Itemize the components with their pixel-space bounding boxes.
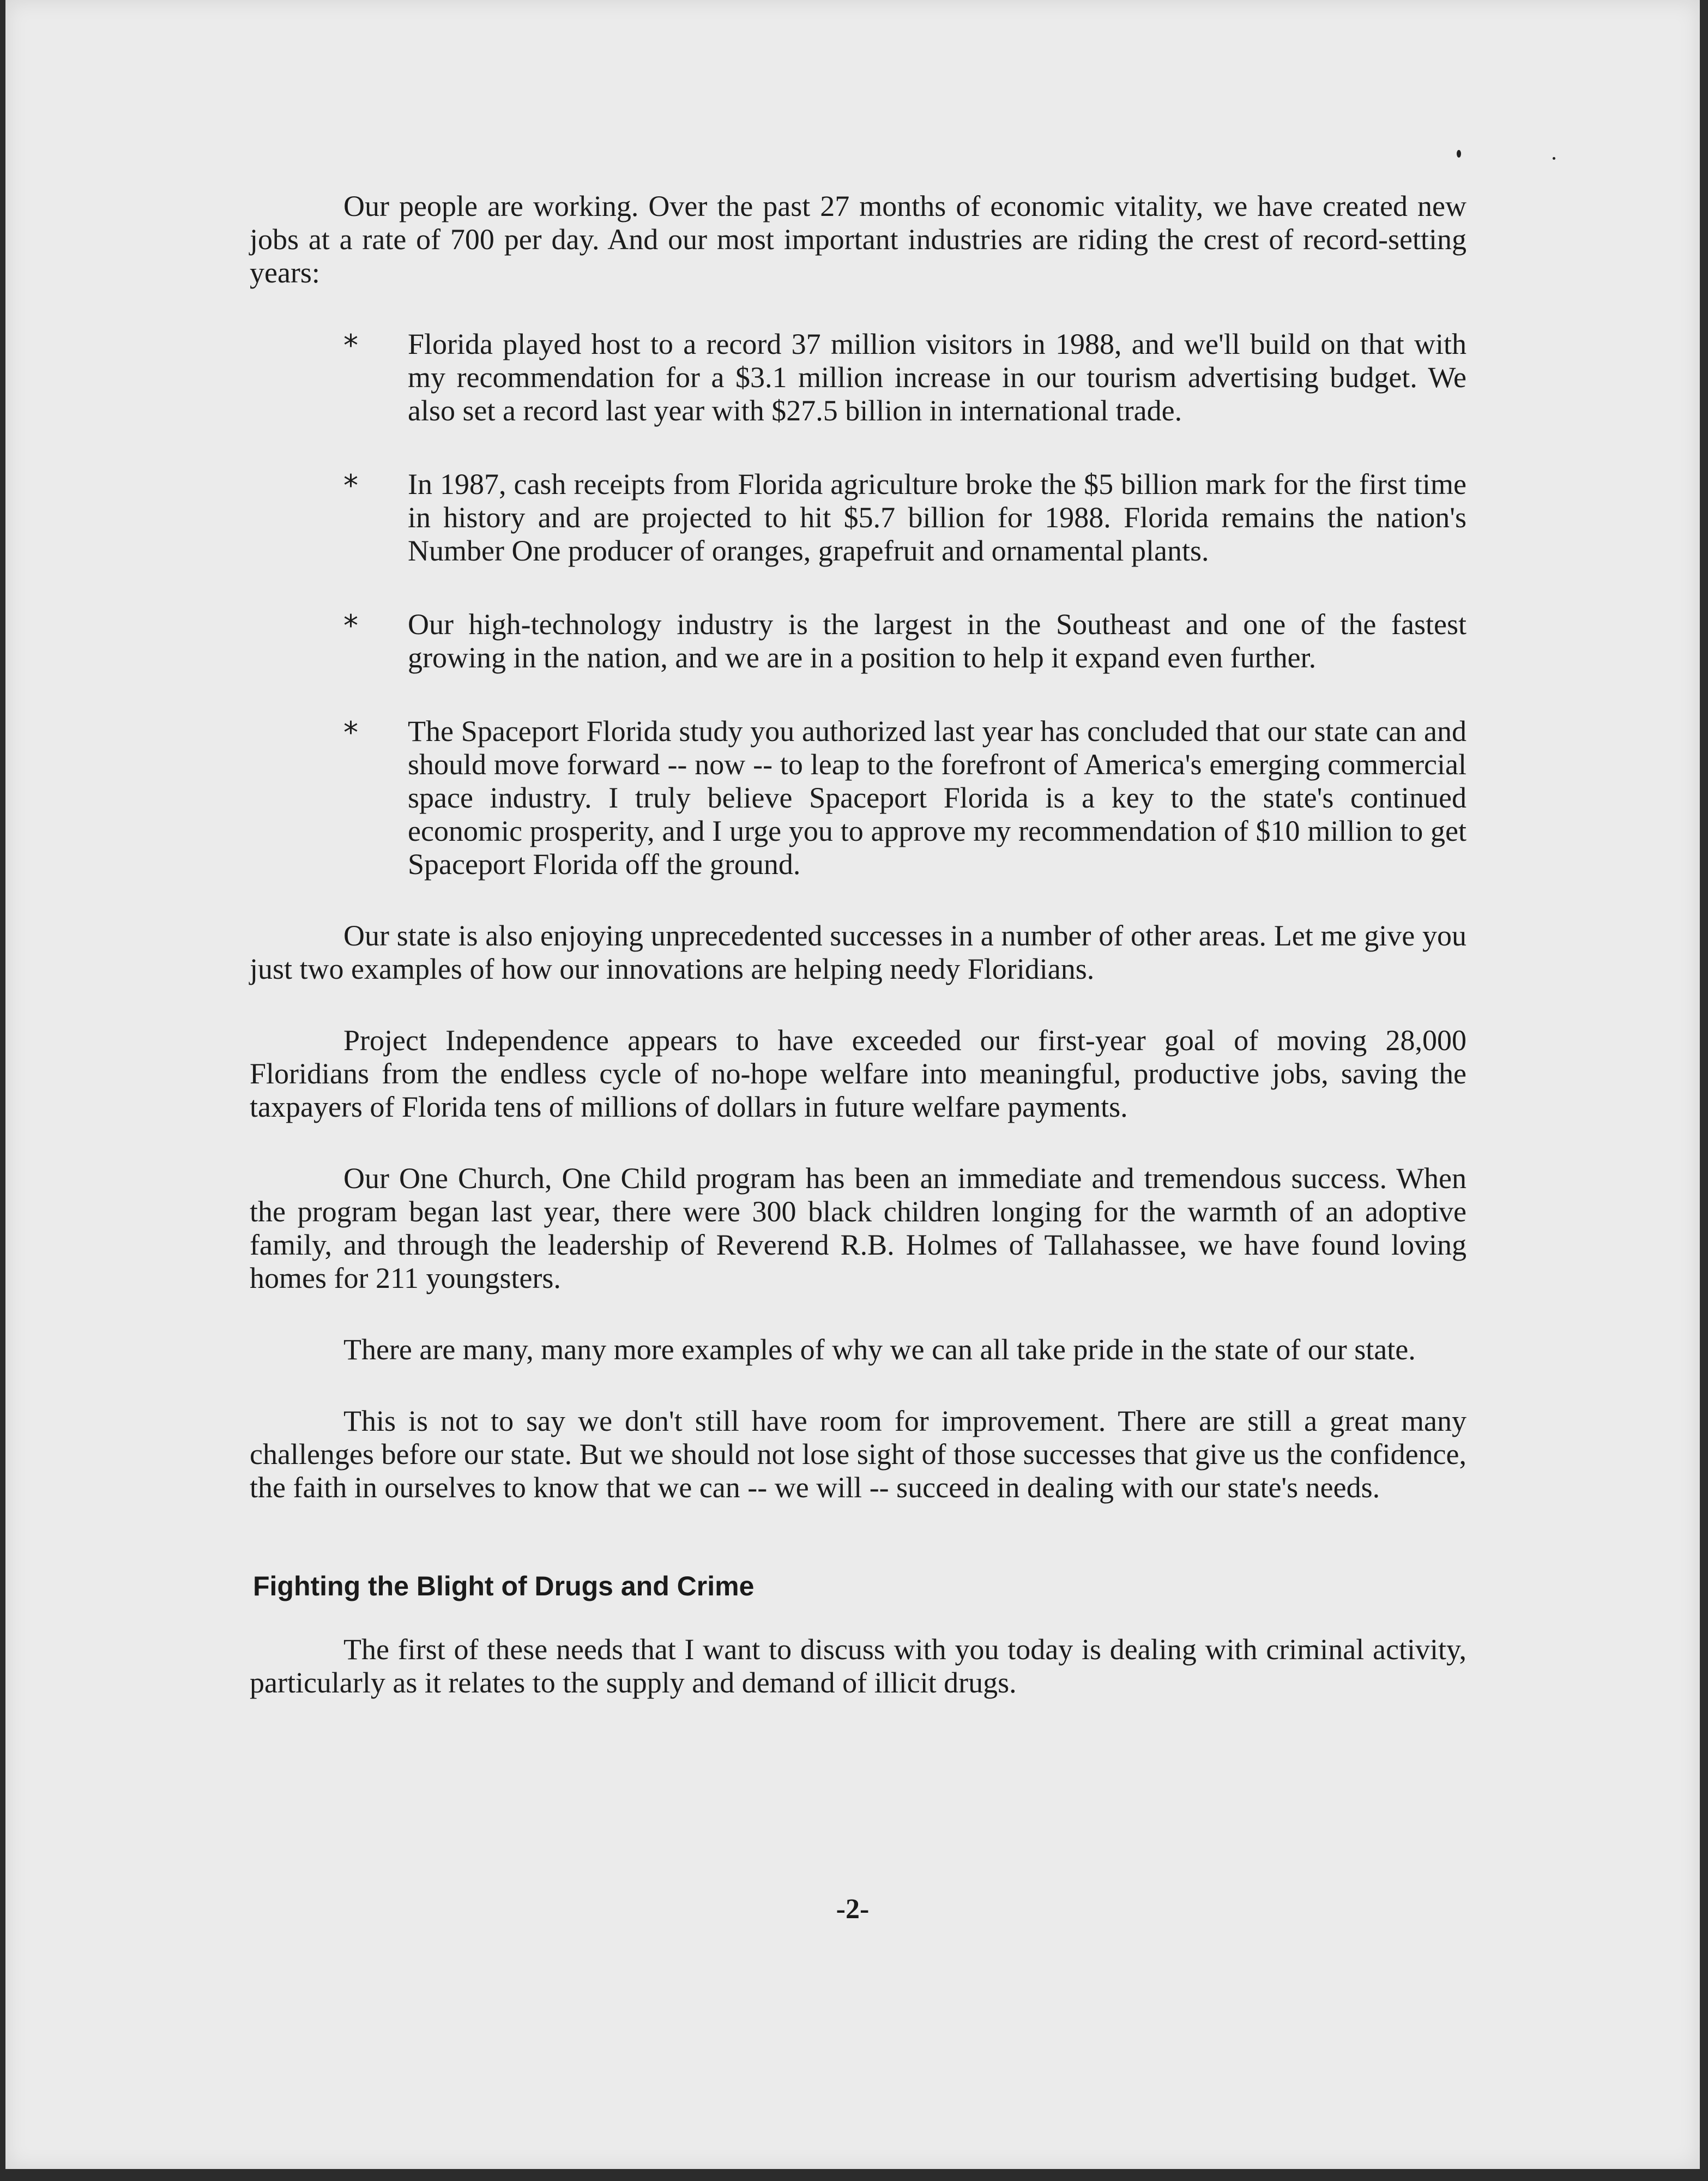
- section-heading: Fighting the Blight of Drugs and Crime: [253, 1571, 755, 1601]
- speck-mark: [1553, 157, 1555, 160]
- section-paragraph: The first of these needs that I want to discuss with you today is dealing with criminal activity, particularly as it relates to the supply and demand of illicit drugs.: [250, 1633, 1466, 1699]
- bullet-list: [250, 328, 1466, 881]
- bullet-marker: *: [343, 715, 358, 750]
- body-paragraph: Our One Church, One Child program has been an immediate and tremendous success. When the program began last year, there were 300 black children longing for the warmth of an adoptive family, and through the leadership of Reverend R.B. Holmes of Tallahassee, we have found loving homes for 211 youngsters.: [250, 1162, 1466, 1294]
- bullet-text: Florida played host to a record 37 million visitors in 1988, and we'll build on that with my recommendation for a $3.1 million increase in our tourism advertising budget. We also set a record last year with $27.5 billion in international trade.: [408, 328, 1466, 427]
- body-paragraph: Our state is also enjoying unprecedented successes in a number of other areas. Let me give you just two examples of how our innovations are helping needy Floridians.: [250, 919, 1466, 985]
- bullet-marker: *: [343, 608, 358, 643]
- bullet-item: [250, 328, 1466, 427]
- speck-mark: [1457, 150, 1461, 158]
- bullet-marker: *: [343, 328, 358, 363]
- page-body: [250, 190, 1466, 1738]
- bullet-text: The Spaceport Florida study you authorized last year has concluded that our state can and should move forward -- now -- to leap to the forefront of America's emerging commercial space industry. I truly believe Spaceport Florida is a key to the state's continued economic prosperity, and I urge you to approve my recommendation of $10 million to get Spaceport Florida off the ground.: [408, 715, 1466, 881]
- bullet-text: In 1987, cash receipts from Florida agriculture broke the $5 billion mark for the first time in history and are projected to hit $5.7 billion for 1988. Florida remains the nation's Number One producer of oranges, grapefruit and ornamental plants.: [408, 468, 1466, 567]
- bullet-item: [250, 608, 1466, 674]
- bullet-text: Our high-technology industry is the largest in the Southeast and one of the fastest growing in the nation, and we are in a position to help it expand even further.: [408, 608, 1466, 674]
- intro-paragraph: Our people are working. Over the past 27 months of economic vitality, we have created new jobs at a rate of 700 per day. And our most important industries are riding the crest of record-setting years:: [250, 190, 1466, 289]
- bullet-marker: *: [343, 468, 358, 503]
- body-paragraph: Project Independence appears to have exceeded our first-year goal of moving 28,000 Floridians from the endless cycle of no-hope welfare into meaningful, productive jobs, saving the taxpayers of Florida tens of millions of dollars in future welfare payments.: [250, 1024, 1466, 1123]
- body-paragraph: There are many, many more examples of why we can all take pride in the state of our state.: [343, 1333, 1416, 1366]
- body-paragraph: This is not to say we don't still have room for improvement. There are still a great many challenges before our state. But we should not lose sight of those successes that give us the confidence, the faith in ourselves to know that we can -- we will -- succeed in dealing with our state's needs.: [250, 1405, 1466, 1504]
- page-number: -2-: [836, 1894, 870, 1925]
- document-page: [5, 0, 1700, 2169]
- bullet-item: [250, 715, 1466, 881]
- bullet-item: [250, 468, 1466, 568]
